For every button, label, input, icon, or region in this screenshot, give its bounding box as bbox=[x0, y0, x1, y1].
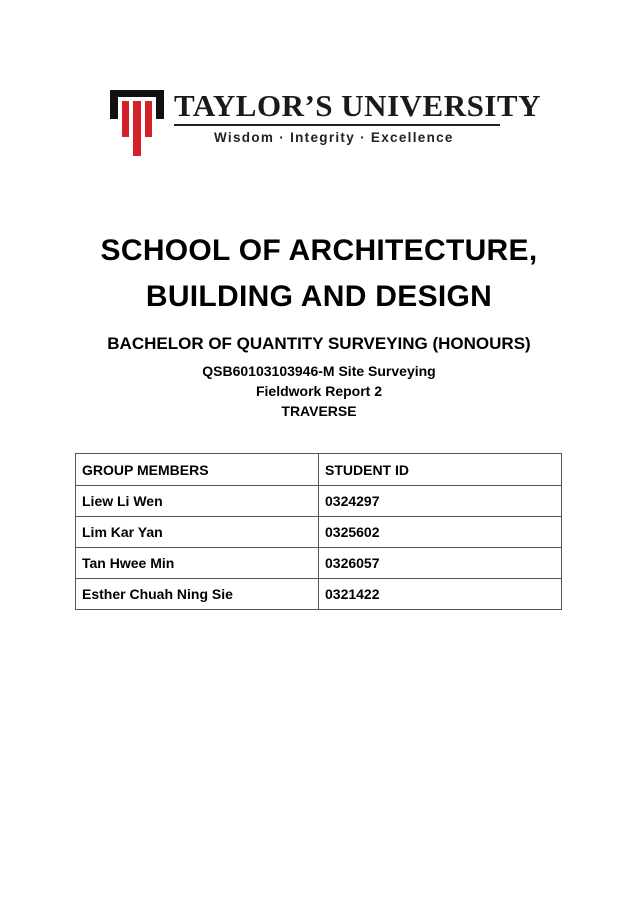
table-row bbox=[76, 517, 562, 548]
group-members-table bbox=[75, 453, 562, 610]
table-row bbox=[76, 579, 562, 610]
table-row bbox=[76, 486, 562, 517]
table-header-row bbox=[76, 454, 562, 486]
logo-wordmark: TAYLOR’S UNIVERSITY bbox=[174, 88, 541, 123]
table-row bbox=[76, 548, 562, 579]
report-topic: TRAVERSE bbox=[281, 403, 357, 419]
member-name: Esther Chuah Ning Sie bbox=[76, 579, 319, 610]
header-student-id: STUDENT ID bbox=[319, 454, 562, 486]
student-id: 0324297 bbox=[319, 486, 562, 517]
student-id: 0325602 bbox=[319, 517, 562, 548]
member-name: Lim Kar Yan bbox=[76, 517, 319, 548]
student-id: 0321422 bbox=[319, 579, 562, 610]
report-title: Fieldwork Report 2 bbox=[255, 383, 383, 399]
student-id: 0326057 bbox=[319, 548, 562, 579]
school-title-line2: BUILDING AND DESIGN bbox=[145, 280, 493, 313]
module-title: QSB60103103946-M Site Surveying bbox=[202, 363, 436, 379]
header-group-members: GROUP MEMBERS bbox=[76, 454, 319, 486]
logo-divider bbox=[174, 124, 500, 126]
programme-title: BACHELOR OF QUANTITY SURVEYING (HONOURS) bbox=[107, 334, 531, 353]
member-name: Liew Li Wen bbox=[76, 486, 319, 517]
taylors-crest-icon bbox=[110, 90, 164, 156]
school-title-line1: SCHOOL OF ARCHITECTURE, bbox=[100, 234, 538, 267]
member-name: Tan Hwee Min bbox=[76, 548, 319, 579]
university-logo bbox=[110, 88, 541, 158]
logo-tagline: Wisdom · Integrity · Excellence bbox=[214, 130, 454, 145]
